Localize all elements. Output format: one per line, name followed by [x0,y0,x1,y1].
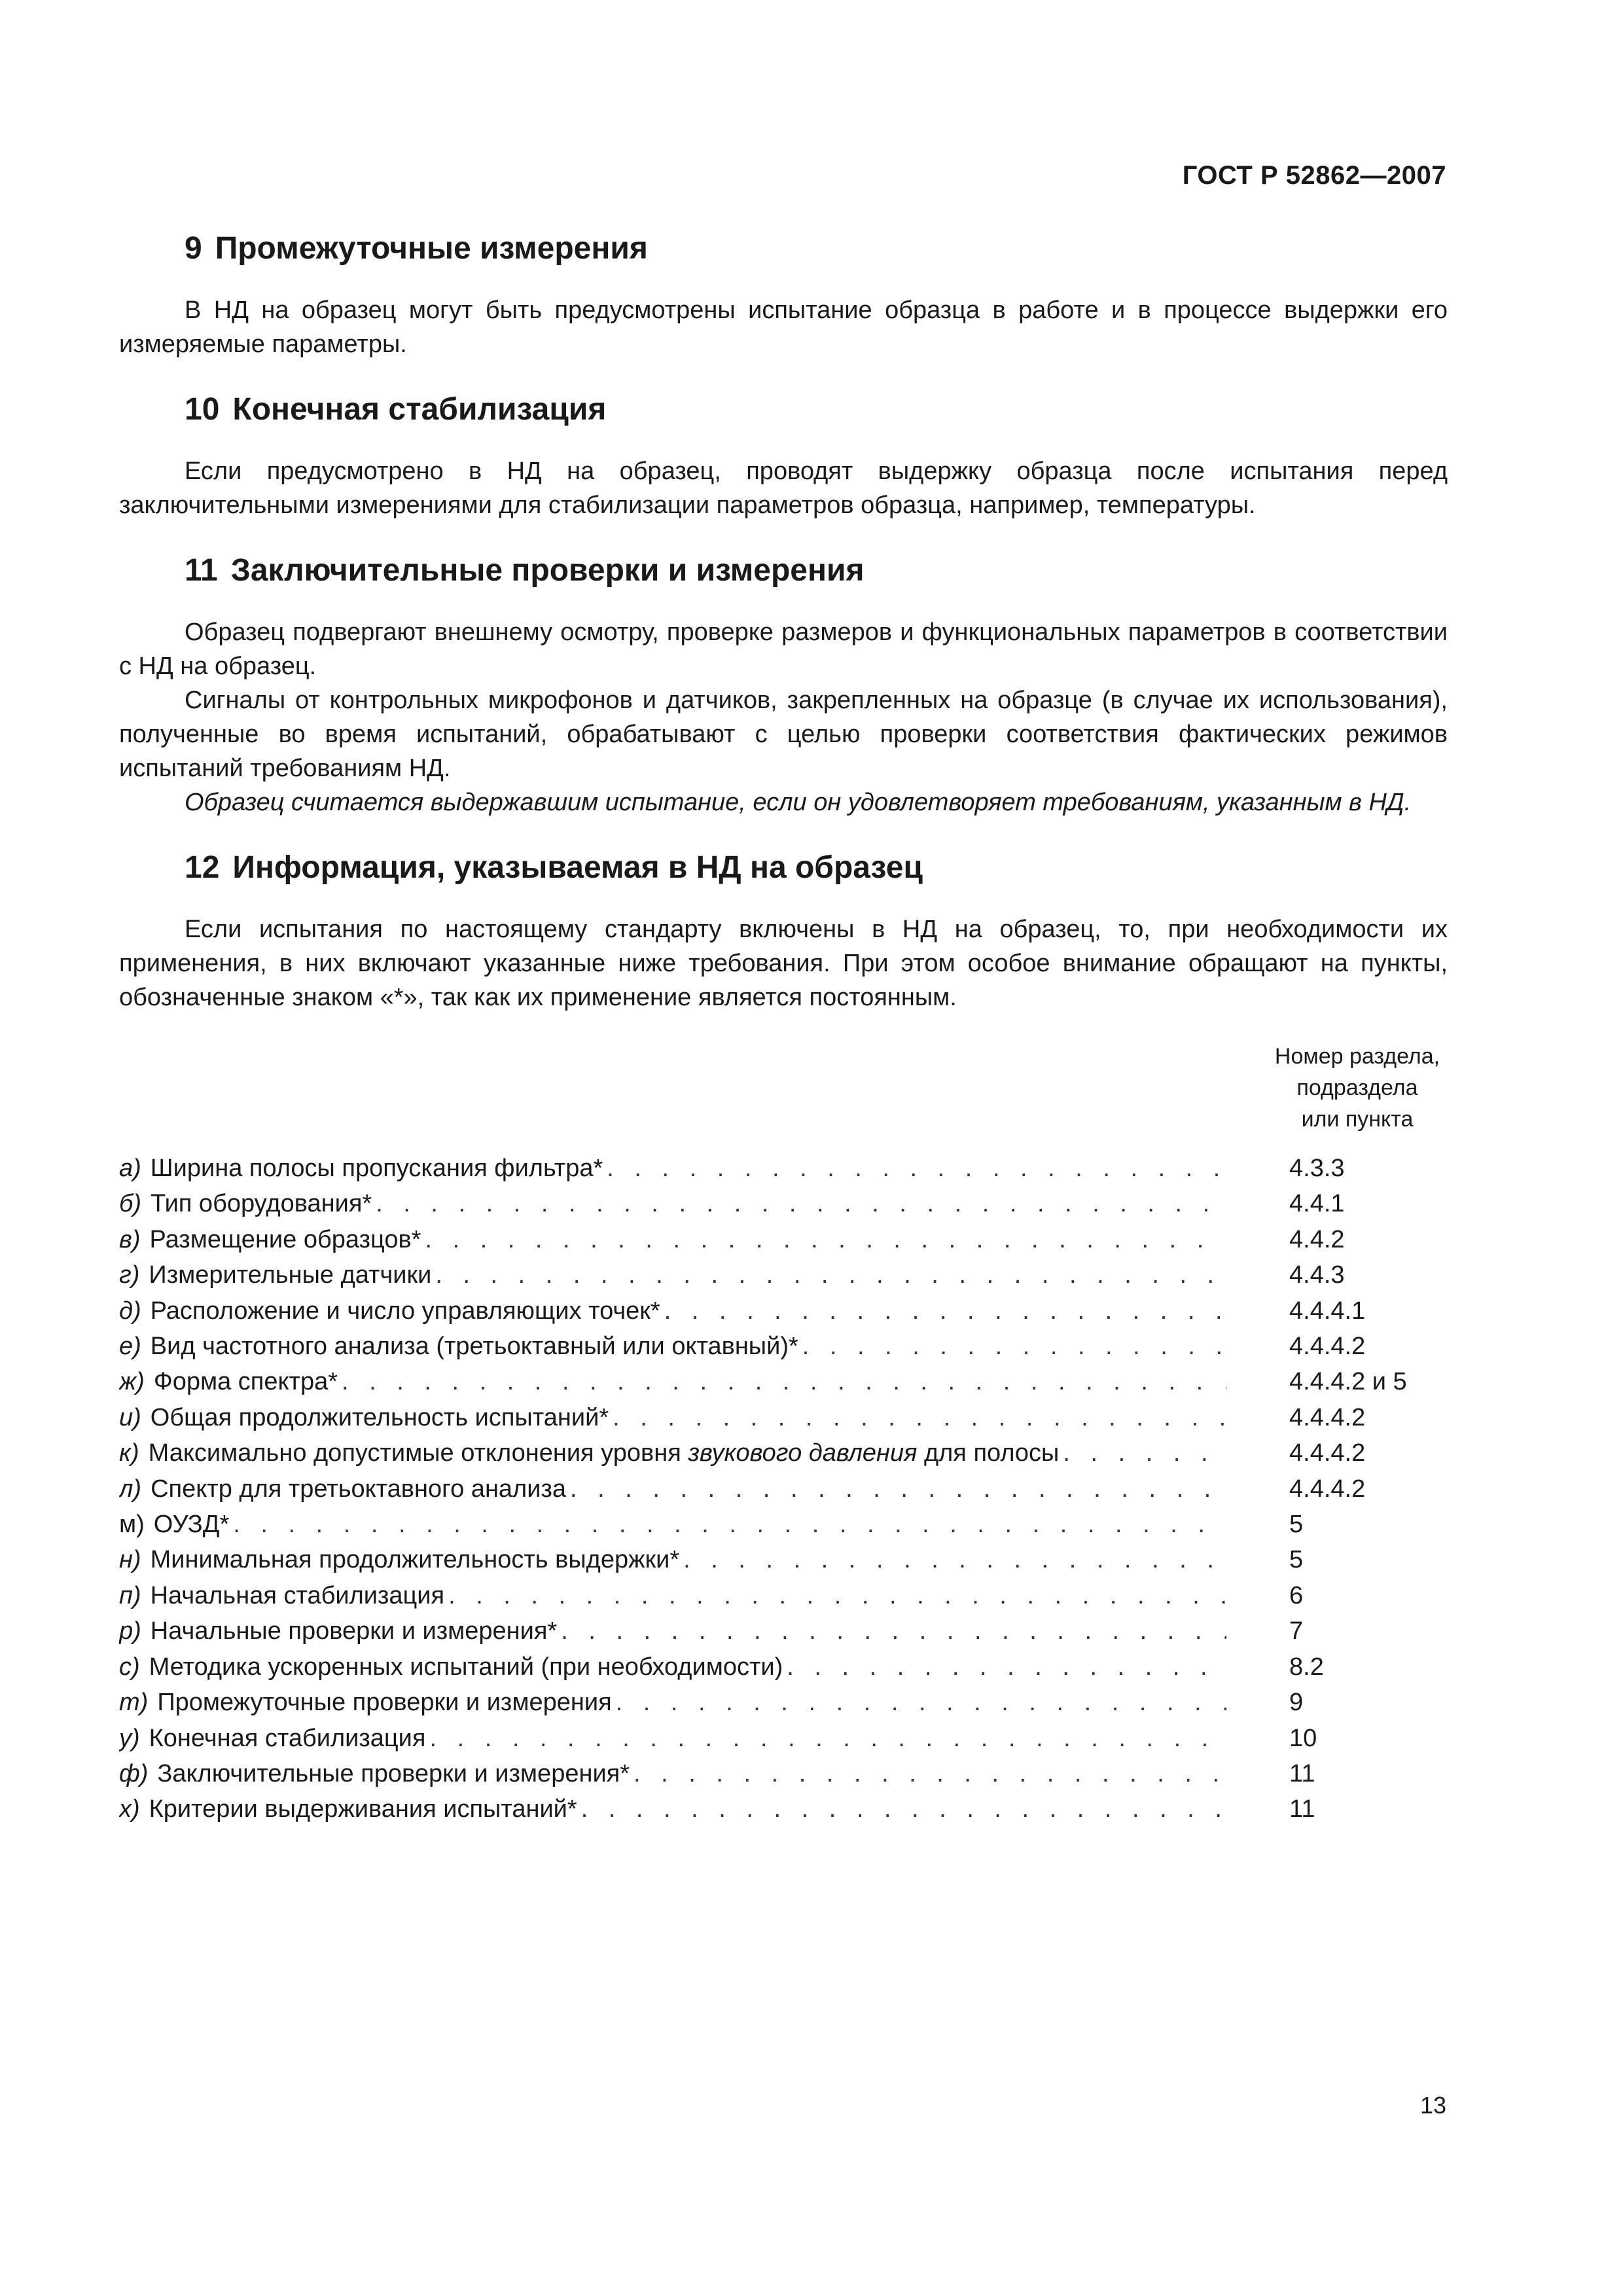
leader-dots [683,1542,1226,1577]
item-reference: 7 [1289,1617,1304,1645]
item-letter: р) [119,1617,141,1645]
list-item [119,1293,1448,1329]
leader-dots [613,1400,1226,1435]
item-text: Минимальная продолжительность выдержки* [150,1546,680,1574]
item-reference: 10 [1289,1724,1317,1752]
item-reference: 4.4.1 [1289,1190,1345,1218]
item-letter: г) [119,1261,140,1289]
leader-dots [1063,1435,1226,1471]
item-text: Форма спектра* [153,1368,338,1396]
item-text: Начальная стабилизация [150,1581,445,1609]
list-item [119,1186,1448,1221]
item-reference: 4.4.2 [1289,1225,1345,1253]
item-letter: х) [119,1795,140,1823]
section-title: Промежуточные измерения [215,231,648,266]
paragraph: Образец подвергают внешнему осмотру, проверке размеров и функциональных параметров в соответствии с НД на образец. [119,619,1448,680]
paragraph: Если предусмотрено в НД на образец, проводят выдержку образца после испытания перед заключительными измерениями для стабилизации параметров образца, например, температуры. [119,457,1448,519]
item-text [149,1435,1060,1471]
item-reference: 4.4.4.1 [1289,1297,1366,1325]
list-item [119,1756,1448,1791]
item-text: Критерии выдерживания испытаний* [149,1795,577,1823]
item-text: Методика ускоренных испытаний (при необходимости) [149,1653,783,1681]
list-item [119,1507,1448,1542]
item-letter: а) [119,1155,141,1182]
leader-dots [425,1222,1226,1257]
item-reference: 4.4.4.2 [1289,1475,1366,1503]
page-number: 13 [1419,2092,1446,2119]
item-text: Тип оборудования* [151,1190,372,1218]
item-letter: ж) [119,1368,145,1396]
item-text: ОУЗД* [153,1511,230,1539]
section-number: 11 [185,553,218,588]
item-letter: у) [119,1724,140,1752]
item-text: Измерительные датчики [149,1261,432,1289]
item-letter: л) [119,1475,142,1503]
list-item [119,1721,1448,1756]
section-11 [119,551,1448,819]
list-item [119,1222,1448,1257]
item-text: Вид частотного анализа (третьоктавный или октавный)* [150,1333,798,1361]
item-text: Начальные проверки и измерения* [150,1617,558,1645]
item-text: Спектр для третьоктавного анализа [151,1475,567,1503]
item-text: Размещение образцов* [149,1225,421,1253]
caption-line: или пункта [1301,1107,1414,1132]
item-reference: 4.4.4.2 [1289,1403,1366,1431]
leader-dots [787,1649,1226,1685]
item-letter: н) [119,1546,141,1574]
list-item [119,1257,1448,1293]
leader-dots [570,1471,1226,1507]
item-reference: 5 [1289,1511,1304,1539]
item-letter: и) [119,1403,141,1431]
list-item [119,1578,1448,1613]
item-reference: 4.4.4.2 [1289,1439,1366,1467]
item-text: Заключительные проверки и измерения* [157,1759,630,1787]
caption-line: подраздела [1296,1075,1418,1100]
item-reference: 4.4.4.2 [1289,1333,1366,1361]
section-9 [119,229,1448,361]
item-reference: 11 [1289,1759,1315,1787]
leader-dots [376,1186,1226,1221]
item-reference: 4.4.3 [1289,1261,1345,1289]
leader-dots [561,1613,1226,1649]
leader-dots [448,1578,1226,1613]
item-text: Ширина полосы пропускания фильтра* [150,1155,603,1182]
section-number: 10 [185,392,220,427]
list-item [119,1613,1448,1649]
list-item [119,1364,1448,1399]
leader-dots [581,1791,1226,1827]
list-item [119,1151,1448,1186]
section-heading [119,848,1448,888]
item-letter: б) [119,1190,142,1218]
item-reference: 5 [1289,1546,1304,1574]
paragraph-italic: Образец считается выдержавшим испытание, если он удовлетворяет требованиям, указанным в НД. [185,789,1412,816]
item-letter: е) [119,1333,141,1361]
leader-dots [664,1293,1226,1329]
list-item [119,1649,1448,1685]
section-10 [119,390,1448,522]
list-item [119,1435,1448,1471]
section-title: Конечная стабилизация [232,392,607,427]
document-id: ГОСТ Р 52862—2007 [1182,161,1446,190]
section-number: 12 [185,850,220,885]
leader-dots [429,1721,1226,1756]
item-letter: к) [119,1439,139,1467]
item-text: Общая продолжительность испытаний* [150,1403,609,1431]
section-number: 9 [185,231,202,266]
caption-line: Номер раздела, [1274,1044,1440,1069]
section-12 [119,848,1448,1014]
item-text: Промежуточные проверки и измерения [157,1689,612,1717]
item-letter: ф) [119,1759,149,1787]
item-reference: 8.2 [1289,1653,1324,1681]
section-title: Информация, указываемая в НД на образец [232,850,923,885]
leader-dots [633,1756,1226,1791]
item-text: Конечная стабилизация [149,1724,426,1752]
list-item [119,1542,1448,1577]
item-text: Расположение и число управляющих точек* [150,1297,660,1325]
paragraph: Сигналы от контрольных микрофонов и датчиков, закрепленных на образце (в случае их использования), полученные во время испытаний, обрабатывают с целью проверки соответствия фактических режимов испытаний требованиям НД. [119,687,1448,782]
section-heading [119,390,1448,429]
requirements-list [119,1151,1448,1827]
item-letter: в) [119,1225,141,1253]
paragraph: Если испытания по настоящему стандарту включены в НД на образец, то, при необходимости их применения, в них включают указанные ниже требования. При этом особое внимание обращают на пункты, обозначенные знаком «*», так как их применение является постоянным. [119,916,1448,1011]
leader-dots [233,1507,1226,1542]
page-content [119,229,1448,1827]
list-item [119,1400,1448,1435]
list-item [119,1329,1448,1364]
item-letter: п) [119,1581,141,1609]
item-reference: 9 [1289,1689,1304,1717]
paragraph: В НД на образец могут быть предусмотрены испытание образца в работе и в процессе выдержки его измеряемые параметры. [119,296,1448,358]
item-letter: т) [119,1689,149,1717]
leader-dots [342,1364,1226,1399]
list-item [119,1685,1448,1720]
section-heading [119,229,1448,268]
leader-dots [802,1329,1226,1364]
item-text-italic: звукового давления [688,1439,918,1467]
list-item [119,1471,1448,1507]
item-letter: м) [119,1511,145,1539]
reference-column-caption [119,1041,1448,1135]
item-reference: 4.4.4.2 и 5 [1289,1368,1407,1396]
leader-dots [616,1685,1226,1720]
item-reference: 11 [1289,1795,1315,1823]
item-text-part: для полосы [917,1439,1060,1467]
item-letter: с) [119,1653,140,1681]
item-letter: д) [119,1297,141,1325]
section-title: Заключительные проверки и измерения [230,553,865,588]
leader-dots [435,1257,1226,1293]
section-heading [119,551,1448,590]
list-item [119,1791,1448,1827]
leader-dots [607,1151,1226,1186]
item-text-part: Максимально допустимые отклонения уровня [148,1439,688,1467]
item-reference: 4.3.3 [1289,1155,1345,1182]
item-reference: 6 [1289,1581,1304,1609]
